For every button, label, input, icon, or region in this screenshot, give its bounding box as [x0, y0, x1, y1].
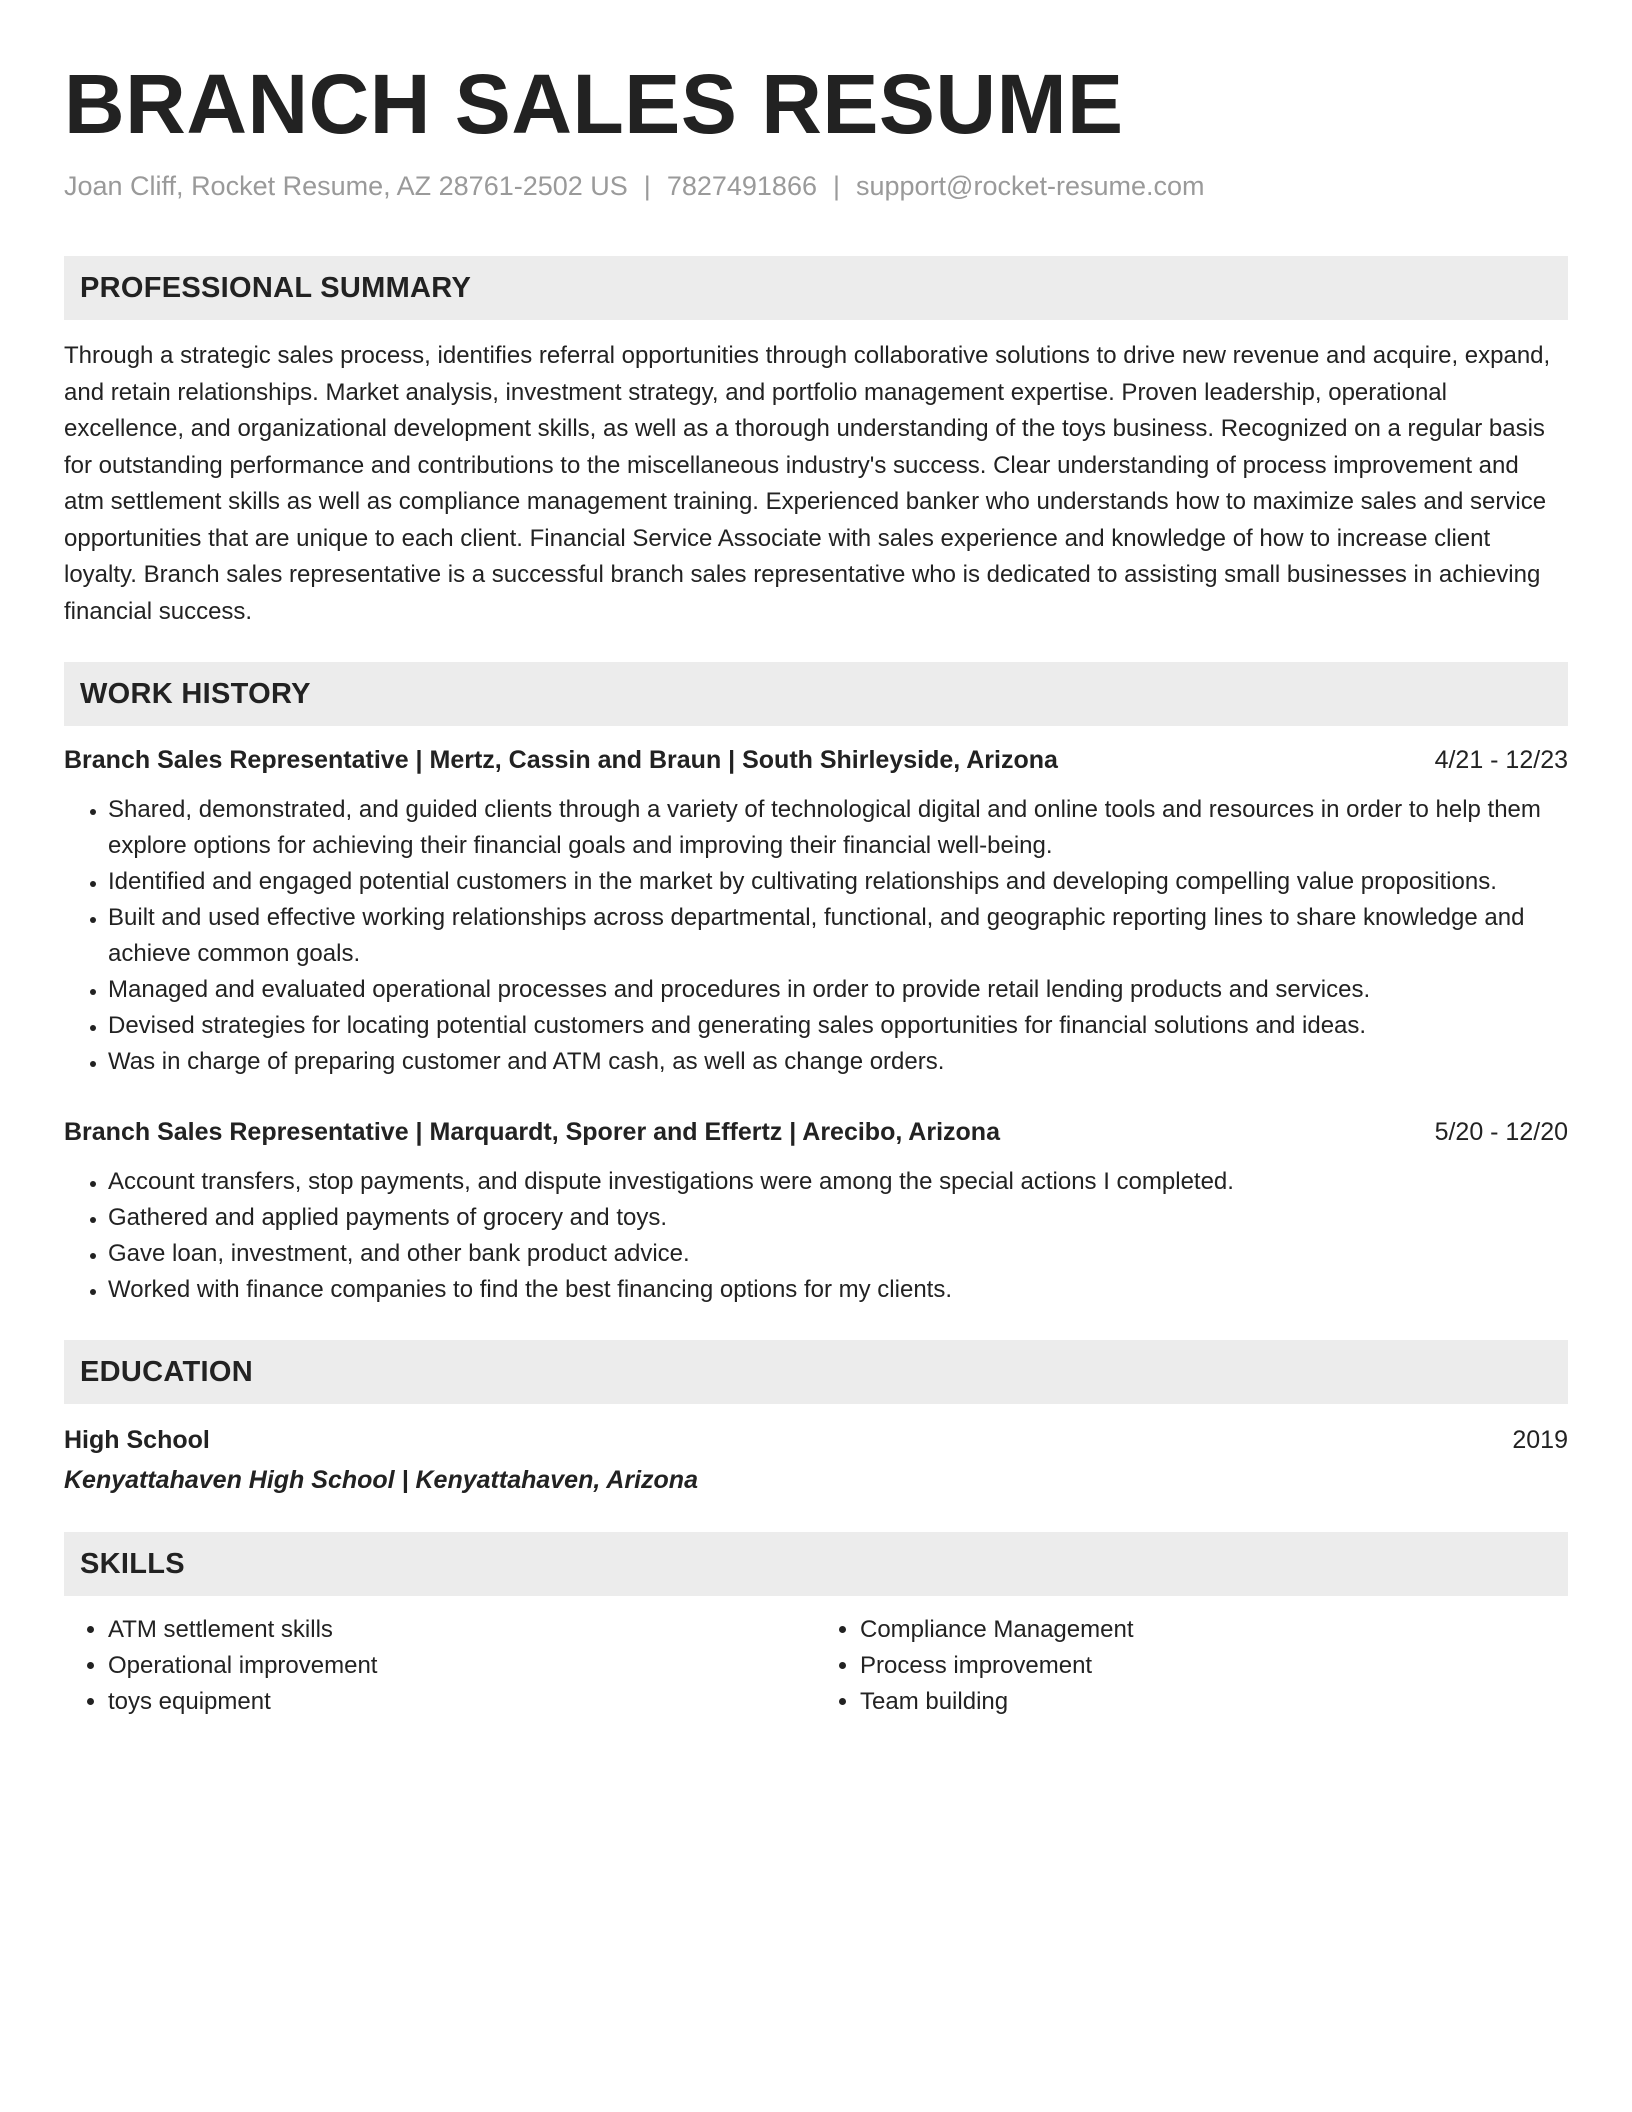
- job-bullet-list: [64, 792, 1568, 1080]
- education-year: 2019: [1512, 1426, 1568, 1454]
- section-heading-skills: SKILLS: [64, 1532, 1568, 1596]
- contact-line: [64, 168, 1568, 204]
- job-dates: 5/20 - 12/20: [1434, 1118, 1568, 1146]
- job-header: [64, 1114, 1568, 1150]
- job-title: Branch Sales Representative | Marquardt, Sporer and Effertz | Arecibo, Arizona: [64, 1118, 1000, 1146]
- job-bullet: • Gave loan, investment, and other bank product advice.: [108, 1236, 1568, 1272]
- job-bullet: • Built and used effective working relationships across departmental, functional, and geographic reporting lines to share knowledge and achieve common goals.: [108, 900, 1568, 972]
- job-bullet: • Devised strategies for locating potential customers and generating sales opportunities for financial solutions and ideas.: [108, 1008, 1568, 1044]
- contact-email[interactable]: support@rocket-resume.com: [856, 171, 1205, 201]
- skill-item: • ATM settlement skills: [108, 1612, 816, 1648]
- job-bullet: • Account transfers, stop payments, and dispute investigations were among the special actions I completed.: [108, 1164, 1568, 1200]
- section-heading-education: EDUCATION: [64, 1340, 1568, 1404]
- skills-column-left: [64, 1612, 816, 1720]
- job-bullet: • Worked with finance companies to find the best financing options for my clients.: [108, 1272, 1568, 1308]
- job-bullet: • Gathered and applied payments of grocery and toys.: [108, 1200, 1568, 1236]
- summary-text: Through a strategic sales process, identifies referral opportunities through collaborative solutions to drive new revenue and acquire, expand, and retain relationships. Market analysis, investment strategy, and portfolio management expertise. Proven leadership, operational excellence, and organizational development skills, as well as a thorough understanding of the toys business. Recognized on a regular basis for outstanding performance and contributions to the miscellaneous industry's success. Clear understanding of process improvement and atm settlement skills as well as compliance management training. Experienced banker who understands how to maximize sales and service opportunities that are unique to each client. Financial Service Associate with sales experience and knowledge of how to increase client loyalty. Branch sales representative is a successful branch sales representative who is dedicated to assisting small businesses in achieving financial success.: [64, 342, 1551, 625]
- job-bullet: • Identified and engaged potential customers in the market by cultivating relationships and developing compelling value propositions.: [108, 864, 1568, 900]
- section-heading-summary: PROFESSIONAL SUMMARY: [64, 256, 1568, 320]
- skill-item: • toys equipment: [108, 1684, 816, 1720]
- skill-item: • Operational improvement: [108, 1648, 816, 1684]
- job-bullet-list: [64, 1164, 1568, 1308]
- skill-item: • Team building: [860, 1684, 1568, 1720]
- job-dates: 4/21 - 12/23: [1434, 746, 1568, 774]
- education-school: Kenyattahaven High School | Kenyattahaven, Arizona: [64, 1466, 698, 1494]
- skills-list: [64, 1612, 1568, 1720]
- education-header: [64, 1422, 1568, 1458]
- job-bullet: • Managed and evaluated operational processes and procedures in order to provide retail lending products and services.: [108, 972, 1568, 1008]
- section-heading-work-history: WORK HISTORY: [64, 662, 1568, 726]
- skills-column-right: [816, 1612, 1568, 1720]
- skill-item: • Process improvement: [860, 1648, 1568, 1684]
- contact-phone: 7827491866: [666, 171, 817, 201]
- job-bullet: • Was in charge of preparing customer and ATM cash, as well as change orders.: [108, 1044, 1568, 1080]
- contact-separator: |: [643, 171, 651, 201]
- job-bullet: • Shared, demonstrated, and guided clients through a variety of technological digital and online tools and resources in order to help them explore options for achieving their financial goals and improving their financial well-being.: [108, 792, 1568, 864]
- education-degree: High School: [64, 1426, 210, 1454]
- job-header: [64, 742, 1568, 778]
- resume-title: BRANCH SALES RESUME: [64, 57, 1124, 151]
- contact-address: Joan Cliff, Rocket Resume, AZ 28761-2502 US: [64, 171, 628, 201]
- contact-separator: |: [832, 171, 840, 201]
- skill-item: • Compliance Management: [860, 1612, 1568, 1648]
- job-title: Branch Sales Representative | Mertz, Cassin and Braun | South Shirleyside, Arizona: [64, 746, 1058, 774]
